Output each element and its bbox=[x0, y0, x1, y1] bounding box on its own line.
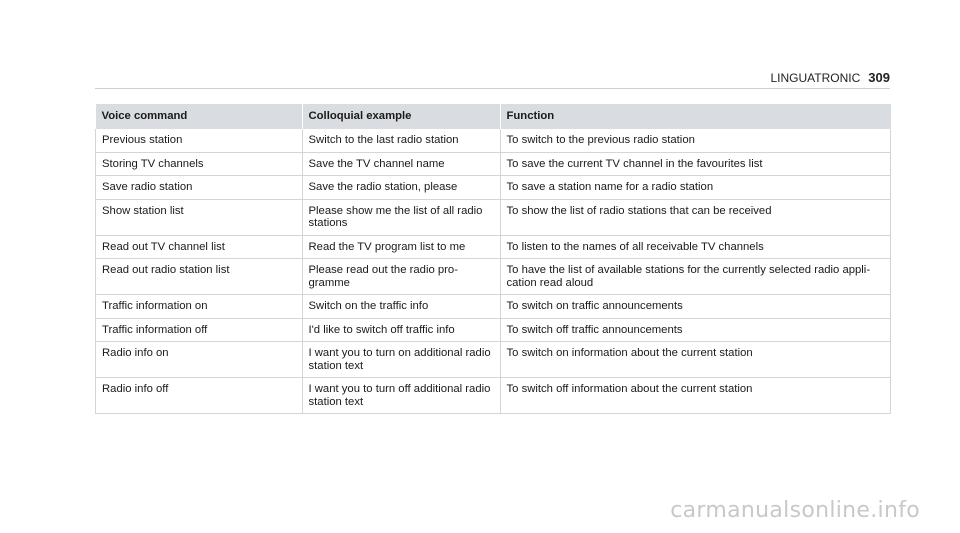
cell-colloquial-example: Please show me the list of all radio stations bbox=[302, 199, 500, 235]
table-row bbox=[96, 129, 891, 152]
cell-voice-command: Traffic information on bbox=[96, 295, 303, 319]
table-header-row bbox=[96, 104, 891, 129]
table-row bbox=[96, 176, 891, 200]
column-header-voice-command: Voice command bbox=[96, 104, 303, 129]
cell-function: To save a station name for a radio station bbox=[500, 176, 891, 200]
column-header-colloquial-example: Colloquial example bbox=[302, 104, 500, 129]
cell-function: To switch to the previous radio station bbox=[500, 129, 891, 152]
cell-voice-command: Radio info on bbox=[96, 342, 303, 378]
table-row bbox=[96, 259, 891, 295]
cell-function: To show the list of radio stations that can be received bbox=[500, 199, 891, 235]
table-row bbox=[96, 318, 891, 342]
voice-command-table bbox=[95, 104, 891, 414]
header-divider bbox=[95, 88, 890, 89]
table-row bbox=[96, 342, 891, 378]
cell-colloquial-example: Read the TV program list to me bbox=[302, 235, 500, 259]
cell-voice-command: Radio info off bbox=[96, 378, 303, 414]
page-number: 309 bbox=[868, 70, 890, 85]
cell-colloquial-example: I'd like to switch off traffic info bbox=[302, 318, 500, 342]
page-header bbox=[771, 70, 891, 85]
cell-voice-command: Traffic information off bbox=[96, 318, 303, 342]
cell-voice-command: Show station list bbox=[96, 199, 303, 235]
cell-colloquial-example: I want you to turn on additional radio station text bbox=[302, 342, 500, 378]
cell-function: To listen to the names of all receivable TV channels bbox=[500, 235, 891, 259]
cell-function: To save the current TV channel in the favourites list bbox=[500, 152, 891, 176]
cell-voice-command: Save radio station bbox=[96, 176, 303, 200]
cell-voice-command: Storing TV channels bbox=[96, 152, 303, 176]
cell-voice-command: Read out TV channel list bbox=[96, 235, 303, 259]
cell-colloquial-example: Switch on the traffic info bbox=[302, 295, 500, 319]
cell-colloquial-example: Save the radio station, please bbox=[302, 176, 500, 200]
cell-colloquial-example: Please read out the radio pro-gramme bbox=[302, 259, 500, 295]
watermark: carmanualsonline.info bbox=[670, 498, 920, 523]
section-title: LINGUATRONIC bbox=[770, 71, 861, 85]
cell-voice-command: Previous station bbox=[96, 129, 303, 152]
column-header-function: Function bbox=[500, 104, 891, 129]
cell-function: To switch on traffic announcements bbox=[500, 295, 891, 319]
table-row bbox=[96, 199, 891, 235]
cell-colloquial-example: Switch to the last radio station bbox=[302, 129, 500, 152]
table-row bbox=[96, 295, 891, 319]
cell-voice-command: Read out radio station list bbox=[96, 259, 303, 295]
table-row bbox=[96, 378, 891, 414]
cell-function: To switch off traffic announcements bbox=[500, 318, 891, 342]
cell-function: To switch on information about the current station bbox=[500, 342, 891, 378]
cell-function: To have the list of available stations for the currently selected radio appli-cation read aloud bbox=[500, 259, 891, 295]
table-row bbox=[96, 235, 891, 259]
cell-colloquial-example: Save the TV channel name bbox=[302, 152, 500, 176]
cell-colloquial-example: I want you to turn off additional radio station text bbox=[302, 378, 500, 414]
table-row bbox=[96, 152, 891, 176]
cell-function: To switch off information about the current station bbox=[500, 378, 891, 414]
